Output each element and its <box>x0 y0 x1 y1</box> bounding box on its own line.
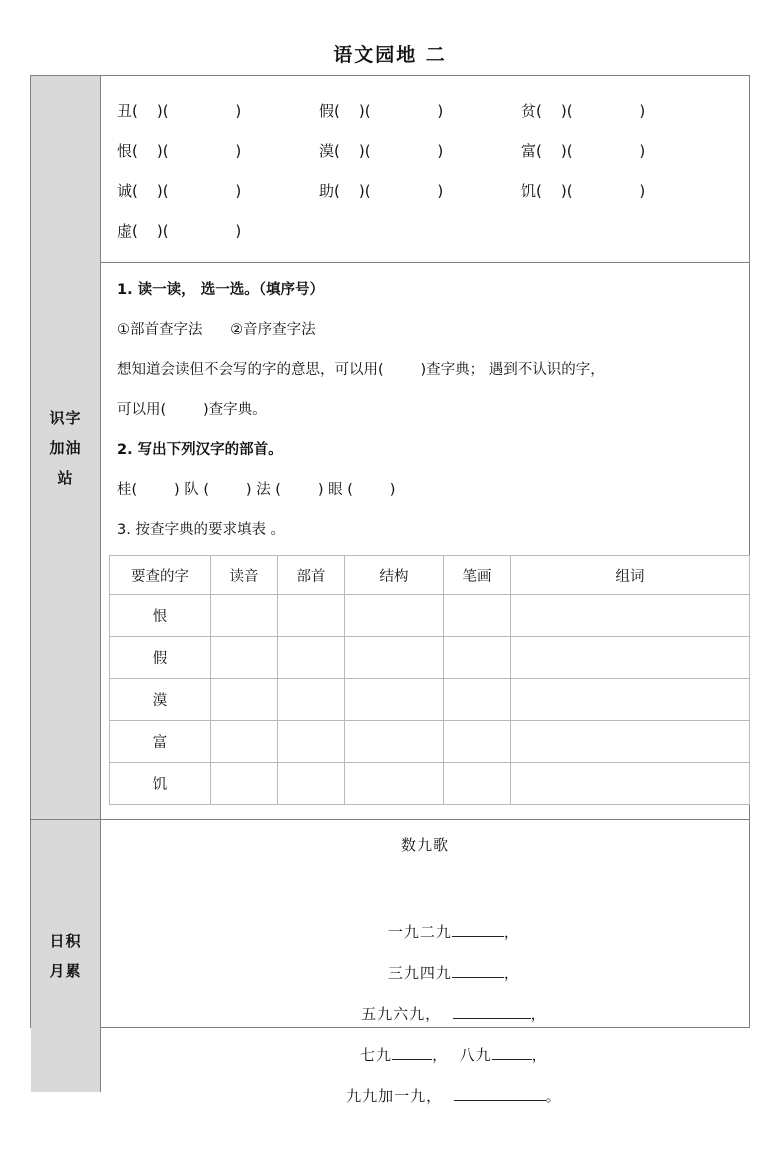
table-cell-input[interactable] <box>444 721 511 763</box>
poem-punct: ， <box>530 1005 547 1023</box>
table-cell-input[interactable] <box>444 637 511 679</box>
table-cell-input[interactable] <box>444 595 511 637</box>
poem-line <box>101 994 749 1064</box>
character-cell[interactable]: 丑( )( ) <box>117 101 242 120</box>
table-cell-input[interactable] <box>211 679 278 721</box>
table-cell-input[interactable] <box>278 595 345 637</box>
table-cell-input[interactable] <box>211 721 278 763</box>
poem-title: 数九歌 <box>400 836 449 854</box>
table-cell-input[interactable] <box>444 763 511 805</box>
section-label-line: 加油 <box>49 438 82 457</box>
poem-punct: ， <box>503 923 520 941</box>
question-1-body-line-1[interactable]: 想知道会读但不会写的字的意思，可以用( )查字典； 遇到不认识的字， <box>117 362 605 379</box>
table-cell-input[interactable] <box>511 721 750 763</box>
character-row <box>101 210 750 250</box>
poem-text: ， 八九 <box>432 1046 492 1064</box>
table-cell-input[interactable] <box>511 637 750 679</box>
table-header-row <box>110 556 750 595</box>
question-1-body-line-2[interactable]: 可以用( )查字典。 <box>117 402 267 419</box>
table-cell-word: 富 <box>110 721 211 763</box>
table-cell-input[interactable] <box>278 721 345 763</box>
table-row <box>110 637 750 679</box>
poem-punct: ， <box>531 1046 548 1064</box>
table-cell-input[interactable] <box>345 763 444 805</box>
section-label-line: 月累 <box>49 962 82 980</box>
questions-block <box>101 263 750 819</box>
table-cell-word: 漠 <box>110 679 211 721</box>
table-cell-input[interactable] <box>278 637 345 679</box>
question-1-heading: 1. 读一读， 选一选。（填序号） <box>117 282 324 299</box>
table-cell-input[interactable] <box>211 637 278 679</box>
question-2-items[interactable]: 桂( ) 队 ( ) 法 ( ) 眼 ( ) <box>117 482 396 499</box>
character-cell[interactable]: 恨( )( ) <box>117 141 242 160</box>
table-cell-input[interactable] <box>444 679 511 721</box>
table-header-cell: 组词 <box>511 556 750 595</box>
question-3-heading: 3. 按查字典的要求填表 。 <box>117 522 286 539</box>
poem-text: 七九 <box>360 1046 393 1064</box>
section-label-line: 识字 <box>49 408 82 427</box>
table-cell-input[interactable] <box>511 763 750 805</box>
section-accumulation <box>31 820 749 1105</box>
question-2-heading: 2. 写出下列汉字的部首。 <box>117 442 283 459</box>
table-cell-input[interactable] <box>345 637 444 679</box>
section-label-literacy <box>31 76 101 819</box>
poem-line <box>101 871 749 941</box>
section-label-line: 站 <box>57 468 74 487</box>
character-cell[interactable]: 饥( )( ) <box>521 181 646 200</box>
poem-line <box>101 953 749 1023</box>
table-cell-input[interactable] <box>511 595 750 637</box>
table-cell-input[interactable] <box>211 763 278 805</box>
section-label-line: 日积 <box>49 932 82 950</box>
poem-line <box>101 1035 749 1105</box>
table-cell-input[interactable] <box>345 595 444 637</box>
poem-punct: 。 <box>545 1087 562 1105</box>
table-cell-word: 恨 <box>110 595 211 637</box>
character-cell[interactable]: 富( )( ) <box>521 141 646 160</box>
character-row <box>101 130 750 170</box>
poem-text: 五九六九， <box>361 1005 453 1023</box>
table-cell-word: 假 <box>110 637 211 679</box>
table-header-cell: 部首 <box>278 556 345 595</box>
poem-punct: ， <box>503 964 520 982</box>
table-row <box>110 595 750 637</box>
character-cell[interactable]: 诚( )( ) <box>117 181 242 200</box>
table-header-cell: 要查的字 <box>110 556 211 595</box>
character-cell[interactable]: 漠( )( ) <box>319 141 444 160</box>
character-cell[interactable]: 假( )( ) <box>319 101 444 120</box>
table-row <box>110 679 750 721</box>
poem-text: 一九二九 <box>387 923 452 941</box>
character-cell[interactable]: 虚( )( ) <box>117 221 242 240</box>
table-header-cell: 读音 <box>211 556 278 595</box>
section-label-accumulation <box>31 820 101 1092</box>
table-cell-input[interactable] <box>511 679 750 721</box>
character-cell[interactable]: 助( )( ) <box>319 181 444 200</box>
question-1-options[interactable]: ①部首查字法 ②音序查字法 <box>117 322 316 339</box>
table-cell-input[interactable] <box>278 679 345 721</box>
dictionary-table <box>109 555 750 805</box>
worksheet-frame <box>30 75 750 1105</box>
section-accumulation-body <box>101 820 749 1105</box>
table-row <box>110 763 750 805</box>
character-exercise-grid <box>101 76 750 263</box>
table-header-cell: 笔画 <box>444 556 511 595</box>
table-cell-input[interactable] <box>345 721 444 763</box>
character-row <box>101 90 750 130</box>
poem-text: 三九四九 <box>387 964 452 982</box>
table-cell-input[interactable] <box>345 679 444 721</box>
character-row <box>101 170 750 210</box>
poem-blank[interactable] <box>454 1100 546 1101</box>
section-literacy-body <box>101 76 750 819</box>
table-header-cell: 结构 <box>345 556 444 595</box>
table-cell-input[interactable] <box>211 595 278 637</box>
poem-text: 九九加一九， <box>346 1087 454 1105</box>
table-cell-word: 饥 <box>110 763 211 805</box>
section-literacy <box>31 76 749 820</box>
table-row <box>110 721 750 763</box>
table-cell-input[interactable] <box>278 763 345 805</box>
poem-line <box>101 912 749 982</box>
character-cell[interactable]: 贫( )( ) <box>521 101 646 120</box>
page-title: 语文园地 二 <box>333 44 447 66</box>
